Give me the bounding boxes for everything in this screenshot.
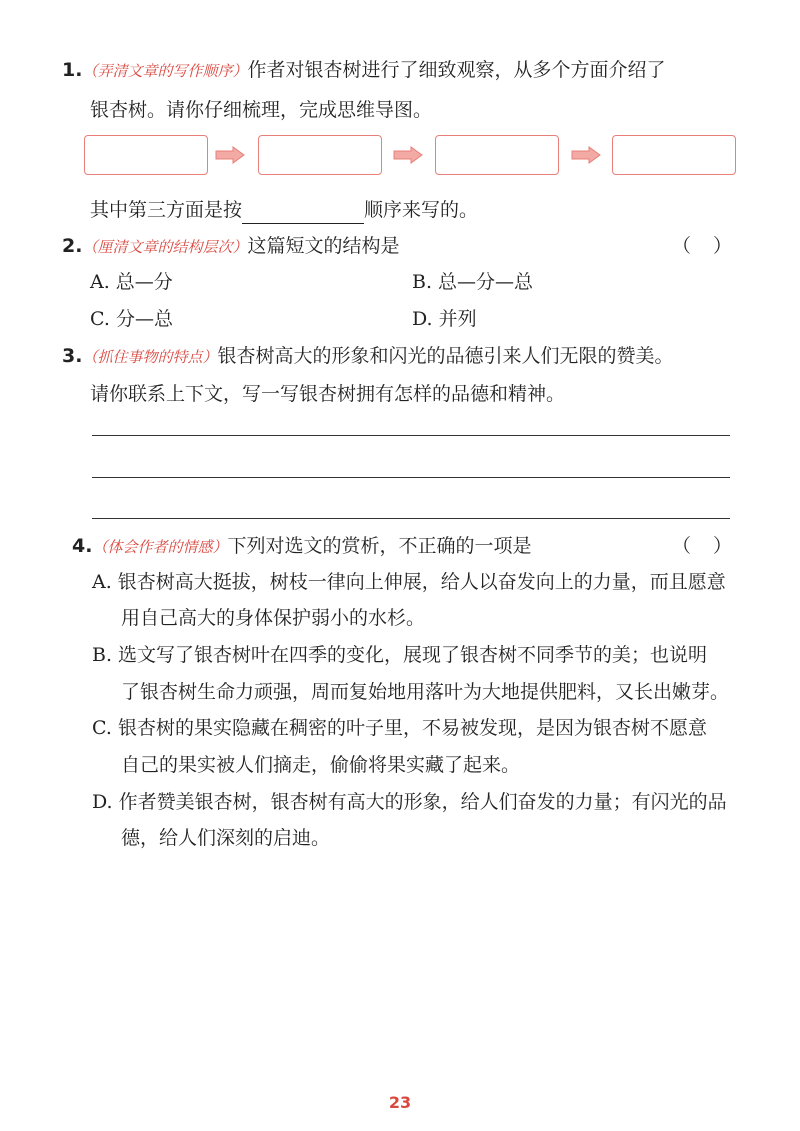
q1-fill-line [90,196,478,224]
q2-option-c: C. 分—总 [90,308,173,330]
q3-text-1: 银杏树高大的形象和闪光的品德引来人们无限的赞美。 [217,345,674,367]
q4-number: 4. [72,535,93,557]
q2-option-b: B. 总—分—总 [412,271,534,293]
q4-option-c-line1: C. 银杏树的果实隐藏在稠密的叶子里，不易被发现，是因为银杏树不愿意 [92,717,707,739]
q2-text: 这篇短文的结构是 [247,235,400,257]
q2-number: 2. [62,235,83,257]
q3-answer-line-2[interactable] [92,477,730,478]
q2-tag: （厘清文章的结构层次） [82,238,248,256]
mind-map-box-4[interactable] [612,135,736,175]
q1-tag: （弄清文章的写作顺序） [82,62,248,80]
arrow-right-icon [571,146,601,164]
q4-option-c-line2: 自己的果实被人们摘走，偷偷将果实藏了起来。 [121,754,521,776]
q1-fill-post: 顺序来写的。 [364,199,479,221]
q3-answer-line-1[interactable] [92,435,730,436]
q4-line [72,532,531,561]
q2-option-a: A. 总—分 [90,271,173,293]
q4-option-d-line2: 德，给人们深刻的启迪。 [121,827,331,849]
q4-option-b-line2: 了银杏树生命力顽强，周而复始地用落叶为大地提供肥料，又长出嫩芽。 [121,681,730,703]
q2-line [62,232,399,261]
mind-map-box-2[interactable] [258,135,382,175]
q3-answer-line-3[interactable] [92,518,730,519]
q4-option-a-line1: A. 银杏树高大挺拔，树枝一律向上伸展，给人以奋发向上的力量，而且愿意 [92,571,726,593]
mind-map-box-3[interactable] [435,135,559,175]
mind-map-box-1[interactable] [84,135,208,175]
q4-answer-paren[interactable]: （） [672,535,755,557]
q1-line2: 银杏树。请你仔细梳理，完成思维导图。 [90,99,433,121]
q4-text: 下列对选文的赏析，不正确的一项是 [227,535,532,557]
arrow-right-icon [215,146,245,164]
q1-fill-pre: 其中第三方面是按 [90,199,243,221]
q2-answer-paren[interactable]: （） [672,235,755,257]
q1-fill-blank[interactable] [242,201,364,224]
q1-number: 1. [62,59,83,81]
q3-tag: （抓住事物的特点） [82,348,218,366]
q3-line2: 请你联系上下文，写一写银杏树拥有怎样的品德和精神。 [90,383,566,405]
q3-line1 [62,342,673,371]
page-number: 23 [388,1093,412,1112]
q4-option-d-line1: D. 作者赞美银杏树，银杏树有高大的形象，给人们奋发的力量；有闪光的品 [92,791,727,813]
q2-option-d: D. 并列 [412,308,477,330]
q1-text-1: 作者对银杏树进行了细致观察，从多个方面介绍了 [247,59,666,81]
q1-line1 [62,56,665,85]
q4-option-b-line1: B. 选文写了银杏树叶在四季的变化，展现了银杏树不同季节的美；也说明 [92,644,708,666]
arrow-right-icon [393,146,423,164]
q4-tag: （体会作者的情感） [92,538,228,556]
q3-number: 3. [62,345,83,367]
q4-option-a-line2: 用自己高大的身体保护弱小的水杉。 [121,607,426,629]
